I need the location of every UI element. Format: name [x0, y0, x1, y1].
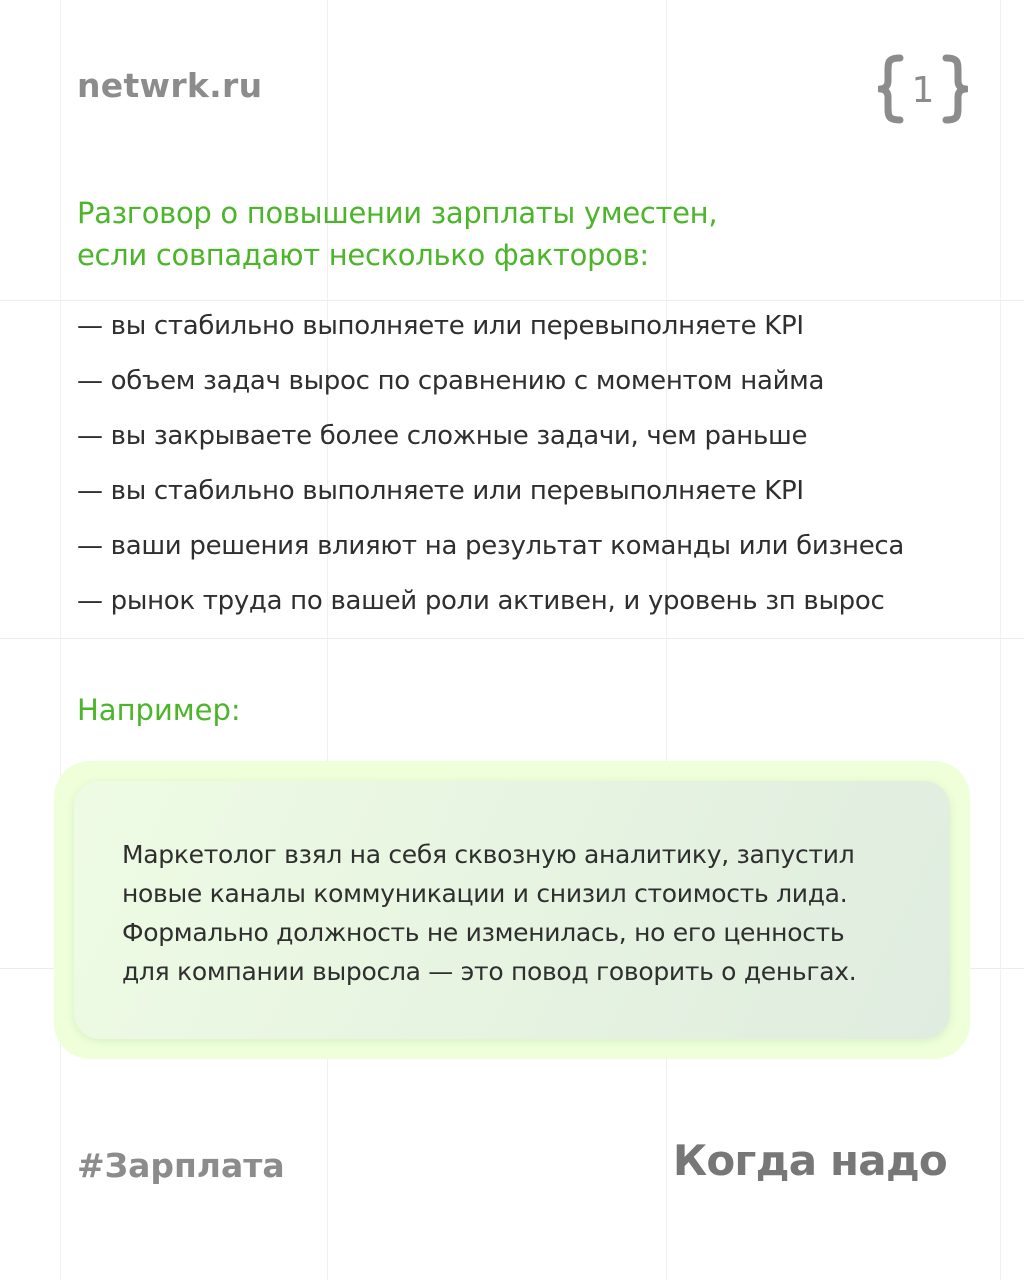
factor-item: — объем задач вырос по сравнению с моментом найма: [77, 366, 825, 396]
factor-list: [77, 304, 904, 634]
factor-item: — вы закрываете более сложные задачи, чем раньше: [77, 421, 808, 451]
factor-item: — ваши решения влияют на результат команды или бизнеса: [77, 531, 905, 561]
section-title: Когда надо: [672, 1136, 947, 1185]
factor-item: — вы стабильно выполняете или перевыполняете KPI: [77, 311, 804, 341]
example-line: Маркетолог взял на себя сквозную аналитику, запустил: [122, 840, 855, 869]
hashtag: #Зарплата: [77, 1146, 285, 1185]
brand-name: netwrk.ru: [77, 66, 263, 105]
grid-line: [0, 638, 1024, 639]
grid-line: [0, 300, 1024, 301]
factor-item: — вы стабильно выполняете или перевыполняете KPI: [77, 476, 804, 506]
headline: [77, 192, 717, 276]
example-line: для компании выросла — это повод говорить о деньгах.: [122, 957, 857, 986]
example-line: новые каналы коммуникации и снизил стоимость лида.: [122, 879, 848, 908]
factor-item: — рынок труда по вашей роли активен, и уровень зп вырос: [77, 586, 885, 616]
example-card: [54, 761, 970, 1059]
example-label: Например:: [77, 693, 241, 727]
example-line: Формально должность не изменилась, но его ценность: [122, 918, 845, 947]
headline-line: Разговор о повышении зарплаты уместен,: [77, 196, 718, 230]
example-text: [122, 835, 922, 991]
grid-line: [1000, 0, 1001, 1280]
curly-braces-logo-icon: [878, 54, 968, 124]
headline-line: если совпадают несколько факторов:: [77, 238, 649, 272]
grid-line: [60, 0, 61, 1280]
logo-number: 1: [911, 70, 935, 111]
